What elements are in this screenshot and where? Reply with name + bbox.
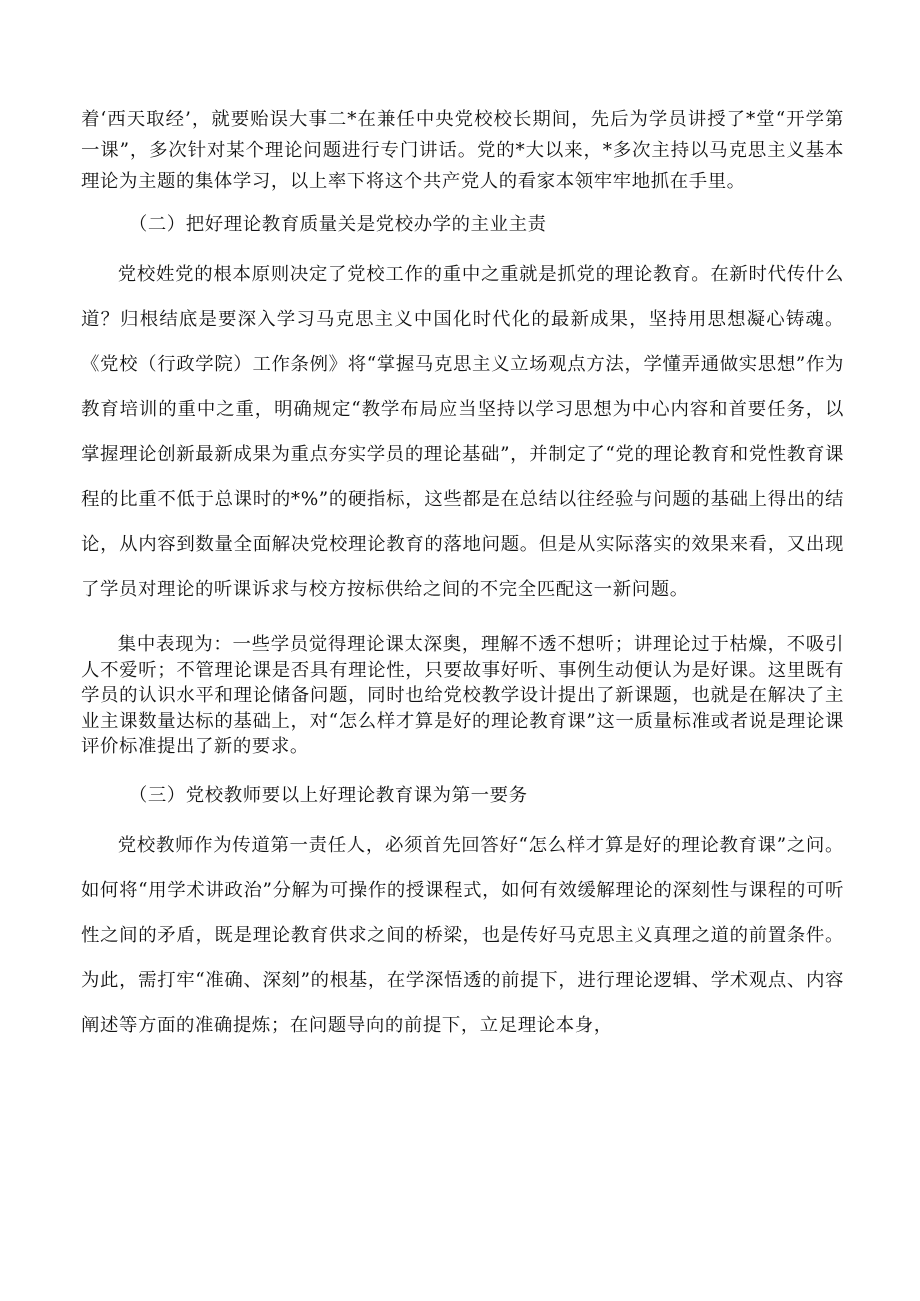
section-heading-3: （三）党校教师要以上好理论教育课为第一要务	[128, 784, 528, 806]
section-heading-2: （二）把好理论教育质量关是党校办学的主业主责	[128, 214, 547, 235]
document-page	[81, 104, 844, 1048]
paragraph-theory-education: 党校姓党的根本原则决定了党校工作的重中之重就是抓党的理论教育。在新时代传什么道？归根结底是要深入学习马克思主义中国化时代化的最新成果，坚持用思想凝心铸魂。《党校（行政学院）工作条例》将“掌握马克思主义立场观点方法，学懂弄通做实思想”作为教育培训的重中之重，明确规定“教学布局应当坚持以学习思想为中心内容和首要任务，以掌握理论创新最新成果为重点夯实学员的理论基础”，并制定了“党的理论教育和党性教育课程的比重不低于总课时的*%”的硬指标，这些都是在总结以往经验与问题的基础上得出的结论，从内容到数量全面解决党校理论教育的落地问题。但是从实际落实的效果来看，又出现了学员对理论的听课诉求与校方按标供给之间的不完全匹配这一新问题。	[81, 264, 844, 600]
paragraph-concentrated-manifestation: 集中表现为：一些学员觉得理论课太深奥，理解不透不想听；讲理论过于枯燥，不吸引人不爱听；不管理论课是否具有理论性，只要故事好听、事例生动便认为是好课。这里既有学员的认识水平和理论储备问题，同时也给党校教学设计提出了新课题，也就是在解决了主业主课数量达标的基础上，对“怎么样才算是好的理论教育课”这一质量标准或者说是理论课评价标准提出了新的要求。	[81, 634, 844, 757]
paragraph-teachers: 党校教师作为传道第一责任人，必须首先回答好“怎么样才算是好的理论教育课”之问。如何将“用学术讲政治”分解为可操作的授课程式，如何有效缓解理论的深刻性与课程的可听性之间的矛盾，既是理论教育供求之间的桥梁，也是传好马克思主义真理之道的前置条件。为此，需打牢“准确、深刻”的根基，在学深悟透的前提下，进行理论逻辑、学术观点、内容阐述等方面的准确提炼；在问题导向的前提下，立足理论本身，	[81, 834, 844, 1036]
paragraph-continuation: 着‘西天取经’，就要贻误大事二*在兼任中央党校校长期间，先后为学员讲授了*堂“开学第一课”，多次针对某个理论问题进行专门讲话。党的*大以来，*多次主持以马克思主义基本理论为主题的集体学习，以上率下将这个共产党人的看家本领牢牢地抓在手里。	[81, 109, 844, 192]
